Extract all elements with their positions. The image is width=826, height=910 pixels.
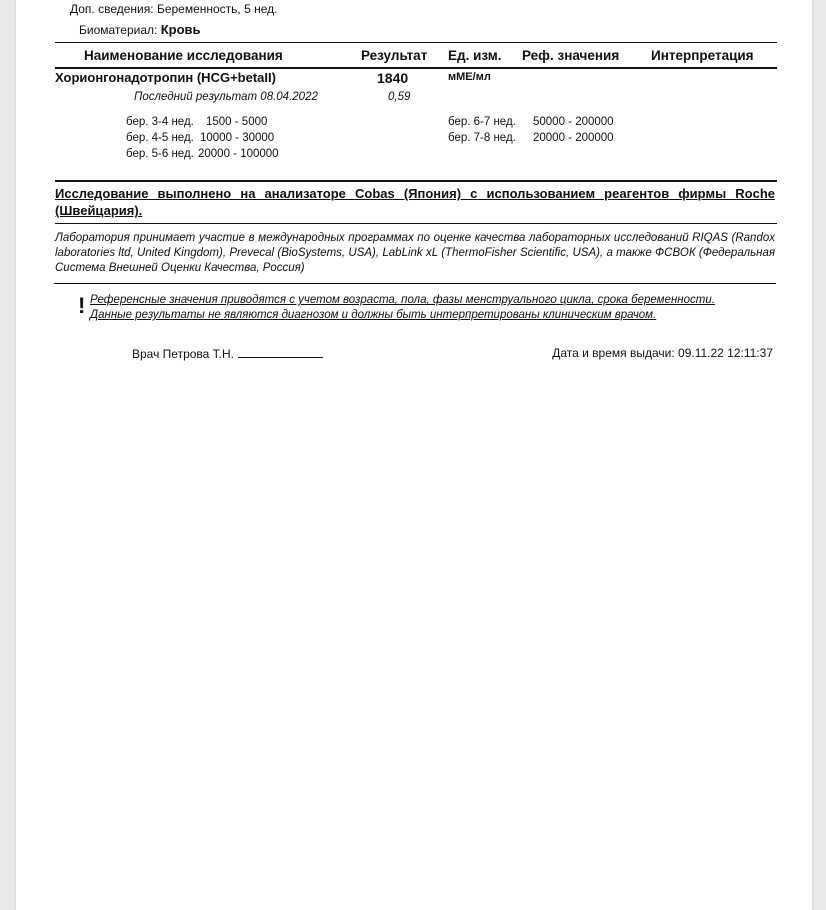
test-result: 1840	[377, 70, 409, 86]
extra-info-label: Доп. сведения:	[70, 2, 154, 16]
ref-left-row	[126, 148, 279, 160]
signature-line	[238, 346, 323, 358]
warning-icon: !	[78, 293, 86, 318]
ref-period: бер. 3-4 нед.	[126, 116, 194, 128]
ref-range: 20000 - 100000	[198, 148, 279, 160]
issue-datetime: Дата и время выдачи: 09.11.22 12:11:37	[552, 346, 773, 360]
ref-left-row	[126, 116, 267, 128]
table-top-rule	[55, 42, 777, 43]
ref-range: 10000 - 30000	[200, 132, 275, 144]
ref-right-row	[448, 116, 614, 128]
col-header-interpretation: Интерпретация	[651, 48, 754, 63]
doctor-signature	[132, 346, 323, 361]
ref-range: 50000 - 200000	[533, 116, 614, 128]
biomaterial-label: Биоматериал:	[79, 23, 158, 37]
col-header-unit: Ед. изм.	[448, 48, 502, 63]
extra-info	[70, 2, 277, 16]
doctor-name: Врач Петрова Т.Н.	[132, 347, 234, 361]
ref-period: бер. 7-8 нед.	[448, 132, 516, 144]
lab-quality-note: Лаборатория принимает участие в международных программах по оценке качества лабораторных исследований RIQAS (Randox laboratories ltd, United Kingdom), Prevecal (BioSystems, USA), LabLink xL (ThermoFisher Scientific, USA), а также ФСВОК (Федеральная Система Внешней Оценки Качества, Россия)	[55, 232, 775, 274]
ref-range: 20000 - 200000	[533, 132, 614, 144]
report-page	[16, 0, 812, 910]
analyzer-note: Исследование выполнено на анализаторе Cobas (Япония) с использованием реагентов фирмы Roche (Швейцария).	[55, 186, 775, 218]
ref-left-row	[126, 132, 274, 144]
section-rule-thin	[55, 223, 777, 224]
test-unit: мМЕ/мл	[448, 71, 491, 83]
warning-line-1: Референсные значения приводятся с учетом возраста, пола, фазы менструального цикла, срока беременности.	[90, 294, 715, 306]
ref-right-row	[448, 132, 614, 144]
col-header-ref: Реф. значения	[522, 48, 620, 63]
table-header-rule	[55, 67, 777, 69]
col-header-name: Наименование исследования	[84, 48, 283, 63]
test-name: Хорионгонадотропин (HCG+betaII)	[55, 70, 276, 85]
last-result-value: 0,59	[388, 91, 411, 103]
section-rule	[55, 180, 777, 182]
section-rule-dashed	[54, 283, 776, 284]
ref-period: бер. 6-7 нед.	[448, 116, 516, 128]
warning-line-2: Данные результаты не являются диагнозом и должны быть интерпретированы клиническим врачом.	[90, 309, 657, 321]
ref-period: бер. 4-5 нед.	[126, 132, 194, 144]
ref-range: 1500 - 5000	[206, 116, 268, 128]
last-result-label: Последний результат 08.04.2022	[134, 91, 318, 103]
extra-info-value: Беременность, 5 нед.	[156, 2, 278, 16]
col-header-result: Результат	[361, 48, 428, 63]
ref-period: бер. 5-6 нед.	[126, 148, 194, 160]
biomaterial-value: Кровь	[160, 22, 201, 37]
biomaterial-info	[79, 22, 201, 37]
